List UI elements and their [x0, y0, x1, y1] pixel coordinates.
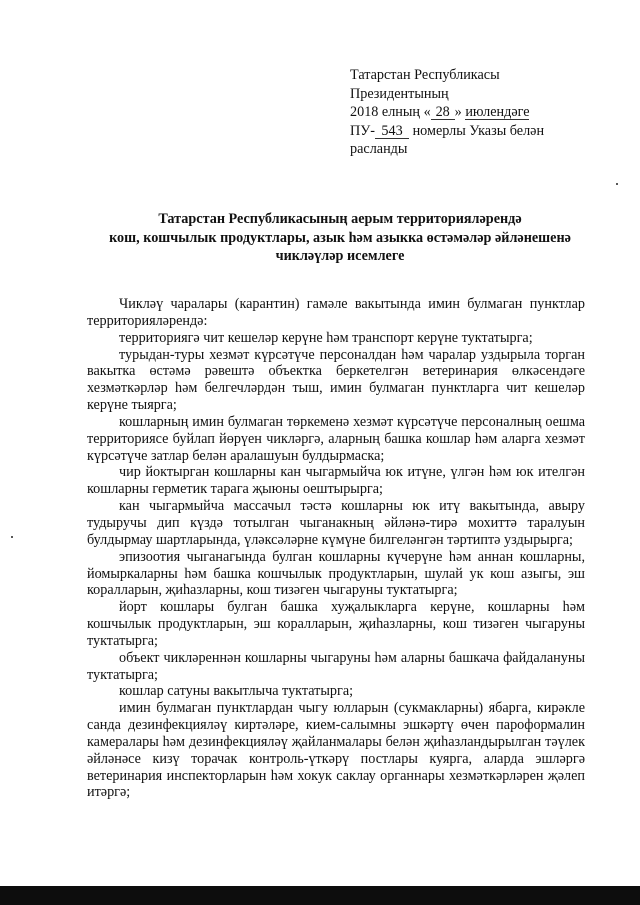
date-day: 28: [431, 105, 455, 120]
title-line-3: чикләүләр исемлеге: [275, 248, 405, 265]
title-line-2: кош, кошчылык продуктлары, азык һәм азыкка өстәмәләр әйләнешенә: [109, 229, 571, 246]
paragraph: кошлар сатуны вакытлыча туктатырга;: [119, 683, 354, 700]
approval-line-date: [350, 103, 544, 122]
paragraph: территориягә чит кешеләр керүне һәм транспорт керүне туктатырга;: [119, 329, 533, 346]
decree-number: 543: [375, 124, 409, 139]
paragraph: чир йоктырган кошларны кан чыгармыйча юк итүне, үлгән һәм юк ителгән кошларны герметик тарага җыюны оештырырга;: [87, 464, 585, 498]
approval-stamp-block: [350, 66, 544, 159]
paragraph: эпизоотия чыганагында булган кошларны күчерүне һәм аннан кошларны, йомыркаларны һәм башка кошчылык продуктларын, шулай ук кош азыгы, эш коралларын, җиһазларны, кош тизәген чыгаруны туктатырга;: [87, 548, 585, 599]
paragraph: объект чикләреннән кошларны чыгаруны һәм аларны башкача файдалануны туктатырга;: [87, 649, 585, 683]
approval-line-decree: [350, 122, 544, 141]
paragraph: кошларның имин булмаган төркеменә хезмәт күрсәтүче персоналның оешма территориясе буйлап йөрүен чикләргә, аларның башка кошлар һәм аларга хезмәт күрсәтүче затлар белән аралашуын булдырмаска;: [87, 413, 585, 464]
approval-line-republic: Татарстан Республикасы: [350, 67, 500, 83]
paragraph: кан чыгармыйча массачыл тәстә кошларны юк итү вакытында, авыру тудыручы дип күздә тотылган чыганакның әйләнә-тирә мохиттә таралуын булдырмау шартларында, үләксәләрне күмүне билгеләнгән тәртиптә уздырырга;: [87, 498, 585, 548]
paragraph: турыдан-туры хезмәт күрсәтүче персоналдан һәм чаралар уздырыла торган вакытка өстәмә рәвештә объектка беркетелгән ветеринария өлкәсендәге хезмәткәрләр һәм белгечләрдән тыш, имин булмаган пунктларга чит кешеләр керүне тыярга;: [87, 346, 585, 414]
decree-prefix: ПУ-: [350, 122, 376, 139]
title-line-1: Татарстан Республикасының аерым территорияләрендә: [158, 211, 522, 227]
paragraph: йорт кошлары булган башка хуҗалыкларга керүне, кошларны һәм кошчылык продуктларын, эш коралларын, җиһазларны, кош тизәген чыгаруны туктатырга;: [87, 599, 585, 649]
decree-suffix: номерлы Указы белән: [412, 122, 545, 139]
scan-speck: [616, 183, 618, 185]
date-prefix: 2018 елның «: [350, 104, 431, 121]
document-title: [60, 210, 620, 266]
scan-speck: [11, 536, 13, 538]
paragraph: Чикләү чаралары (карантин) гамәле вакытында имин булмаган пунктлар территорияләрендә:: [87, 296, 585, 329]
date-mid: »: [454, 104, 462, 121]
scan-bottom-edge: [0, 886, 640, 905]
approval-line-president: Президентының: [350, 85, 449, 102]
date-month: июлендәге: [465, 104, 530, 121]
approval-line-approved: расланды: [350, 141, 408, 158]
document-body: [87, 296, 585, 801]
paragraph: имин булмаган пунктлардан чыгу юлларын (сукмакларны) ябарга, кирәкле санда дезинфекцияләү киртәләре, кием-салымны эшкәртү өчен пароформалин камералары һәм дезинфекцияләү җайланмалары белән җиһазландырылган тәүлек әйләнәсе кизү торачак контроль-үткәрү постлары куярга, аларда эшләргә ветеринария инспекторларын һәм хокук саклау органнары хезмәткәрләрен җәлеп итәргә;: [87, 700, 585, 801]
